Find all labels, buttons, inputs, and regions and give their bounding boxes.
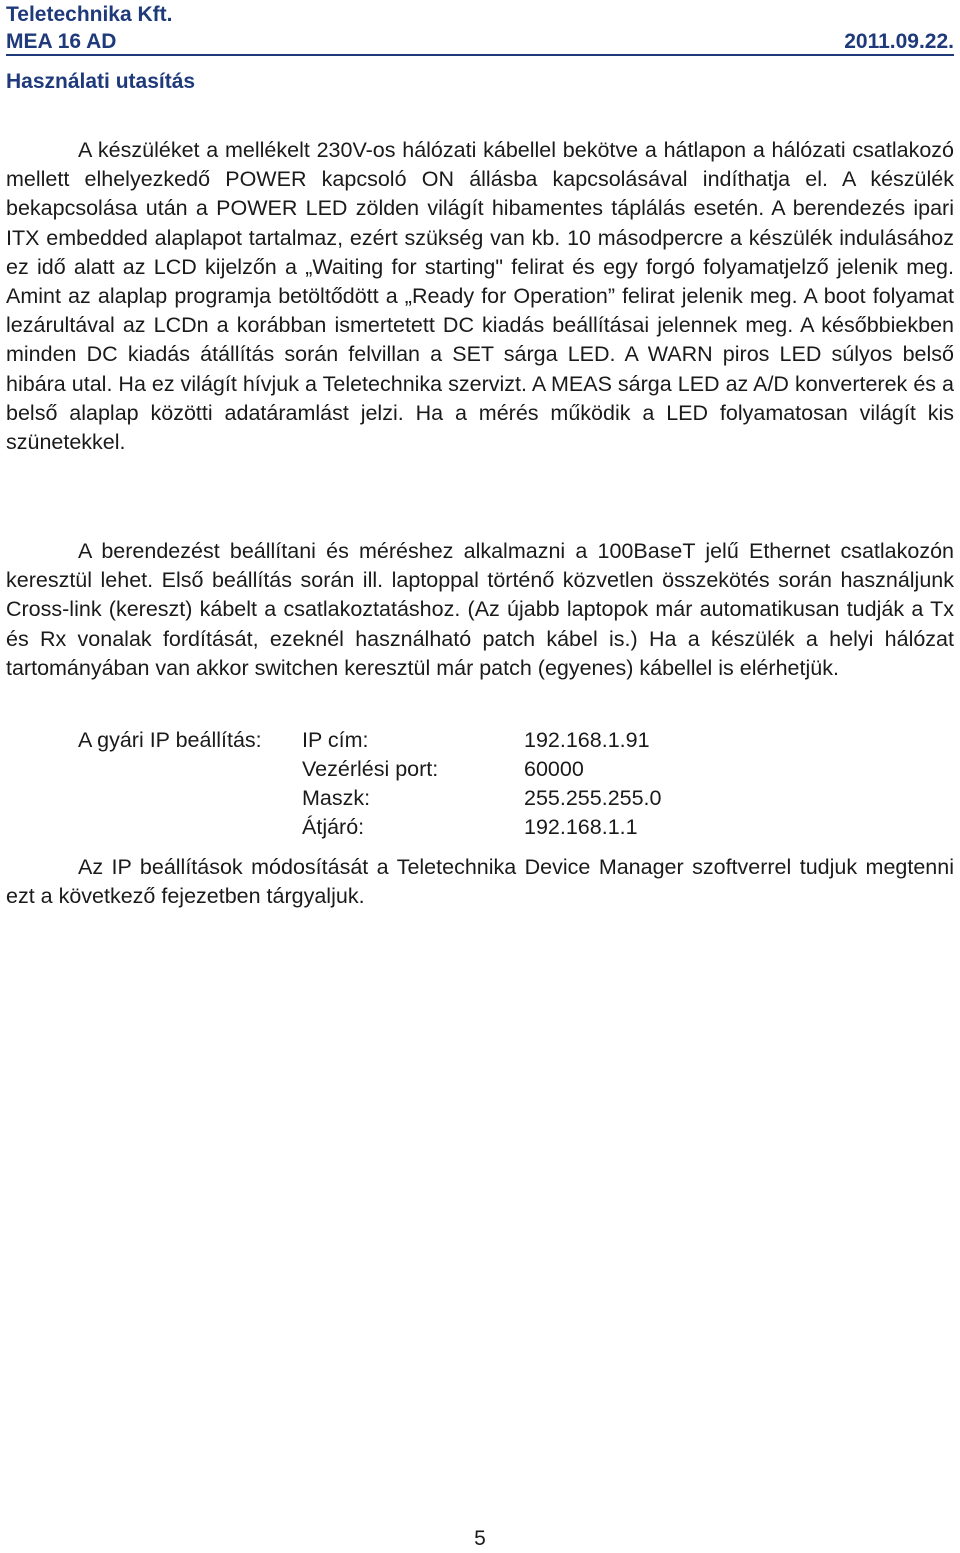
paragraph-device-manager: Az IP beállítások módosítását a Teletechnika Device Manager szoftverrel tudjuk megtenni ezt a következő fejezetben tárgyaljuk. [6,855,954,909]
ip-settings-value: 192.168.1.1 [524,815,638,839]
ip-settings-value: 255.255.255.0 [524,786,662,810]
header-date: 2011.09.22. [844,30,954,53]
header-row [6,30,954,54]
header-model: MEA 16 AD [6,30,117,53]
ip-settings-label: Maszk: [302,786,371,810]
ip-settings-label: IP cím: [302,728,369,752]
section-title: Használati utasítás [6,70,196,93]
ip-settings-label: Vezérlési port: [302,757,439,781]
header-divider [6,54,954,56]
ip-settings-intro: A gyári IP beállítás: [78,728,262,752]
ip-settings-value: 60000 [524,757,584,781]
ip-settings-label: Átjáró: [302,815,365,839]
ip-settings-value: 192.168.1.91 [524,728,650,752]
paragraph-startup: A készüléket a mellékelt 230V-os hálózati kábellel bekötve a hátlapon a hálózati csatlakozó mellett elhelyezkedő POWER kapcsoló ON állásba kapcsolásával indíthatja el. A készülék bekapcsolása után a POWER LED zölden világít hibamentes táplálás esetén. A berendezés ipari ITX embedded alaplapot tartalmaz, ezért szükség van kb. 10 másodpercre a készülék indulásához ez idő alatt az LCD kijelzőn a „Waiting for starting" felirat és egy forgó folyamatjelző jelenik meg. Amint az alaplap programja betöltődött a „Ready for Operation” felirat jelenik meg. A boot folyamat lezárultával az LCDn a korábban ismertetett DC kiadás beállításai jelennek meg. A későbbiekben minden DC kiadás átállítás során felvillan a SET sárga LED. A WARN piros LED súlyos belső hibára utal. Ha ez világít hívjuk a Teletechnika szervizt. A MEAS sárga LED az A/D konverterek és a belső alaplap közötti adatáramlást jelzi. Ha a mérés működik a LED folyamatosan világít kis szünetekkel. [6,138,954,455]
page-number: 5 [474,1527,486,1550]
paragraph-ethernet: A berendezést beállítani és méréshez alkalmazni a 100BaseT jelű Ethernet csatlakozón keresztül lehet. Első beállítás során ill. laptoppal történő közvetlen összekötés során használjunk Cross-link (kereszt) kábelt a csatlakoztatáshoz. (Az újabb laptopok már automatikusan tudják a Tx és Rx vonalak fordítását, ezeknél használható patch kábel is.) Ha a készülék a helyi hálózat tartományában van akkor switchen keresztül már patch (egyenes) kábellel is elérhetjük. [6,539,954,680]
header-company-name: Teletechnika Kft. [6,3,173,26]
